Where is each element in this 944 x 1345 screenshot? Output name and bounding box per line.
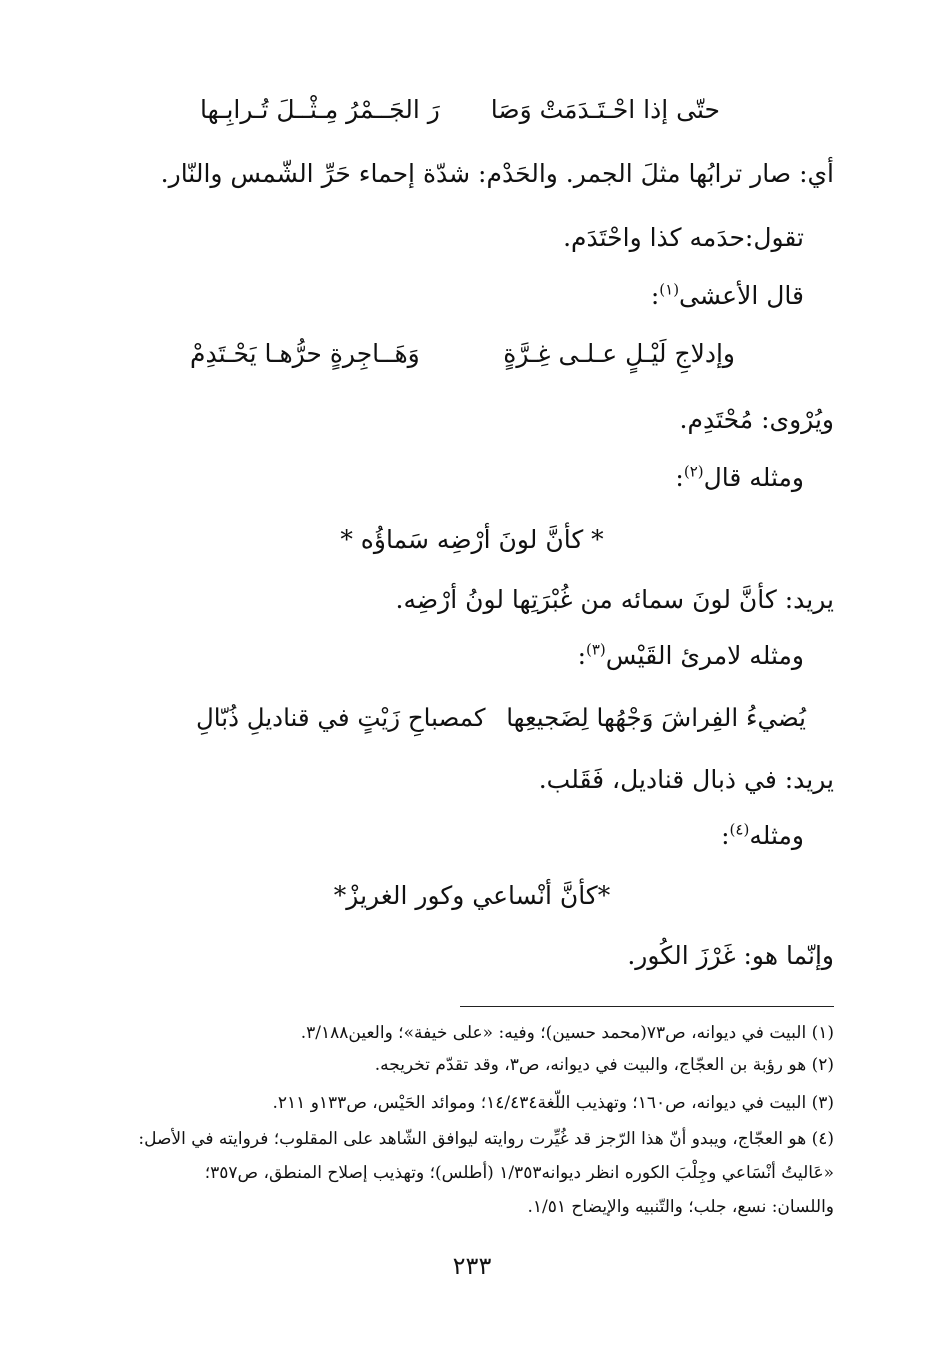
attribution-4 (721, 818, 804, 854)
footnote-ref-1: (١) (659, 280, 680, 299)
attribution-text: ومثله (749, 821, 804, 850)
attribution-imru-alqais (578, 638, 804, 674)
footnote-ref-3: (٣) (586, 640, 606, 659)
footnote-separator (460, 1006, 834, 1007)
verse-1-second-hemistich: رَ الجَــمْرُ مِـثْــلَ تُـرابِـها (200, 95, 440, 124)
verse-2-second-hemistich: وَهَــاجِرةٍ حرُّهـا يَحْـتَدِمْ (190, 339, 420, 368)
verse-4 (196, 700, 806, 740)
footnote-1: (١) البيت في ديوانه، ص٧٣(محمد حسين)؛ وفيه: «على خيفة»؛ والعين٣/١٨٨. (300, 1023, 834, 1043)
verse-2 (190, 336, 735, 376)
verse-2-first-hemistich: وإدلاجِ لَيْـلٍ عـلـى غِـرَّةٍ (503, 339, 735, 368)
attribution-text: قال الأعشى (679, 281, 804, 310)
footnote-3: (٣) البيت في ديوانه، ص١٦٠؛ وتهذيب اللّغة١٤/٤٣٤؛ وموائد الحَيْس، ص١٣٣و ٢١١. (272, 1093, 834, 1113)
footnote-ref-4: (٤) (729, 820, 750, 839)
verse-1 (200, 92, 720, 132)
attribution-colon: : (721, 821, 730, 850)
paragraph-explanation-2: تقول:حدَمه كذا واحْتَدَم. (563, 223, 804, 252)
footnote-ref-2: (٢) (683, 462, 704, 481)
verse-4-second-hemistich: كمصباحِ زَيْتٍ في قناديلِ ذُبّالِ (196, 703, 486, 732)
verse-4-first-hemistich: يُضيءُ الفِراشَ وَجْهُها لِضَجيعِها (506, 703, 806, 732)
page-number: ٢٣٣ (452, 1252, 492, 1280)
paragraph-explanation-4: يريد: في ذبال قناديل، فَقَلب. (538, 765, 834, 794)
verse-1-first-hemistich: حتّى إذا احْـتَـدَمَتْ وَصَا (490, 95, 720, 124)
attribution-colon: : (675, 463, 684, 492)
footnote-4-line-1: (٤) هو العجّاج، ويبدو أنّ هذا الرّجز قد غُيِّرت روايته ليوافق الشّاهد على المقلوب؛ فروايته في الأصل: (138, 1129, 834, 1149)
verse-3: * كأنَّ لونَ أرْضِه سَماؤُه * (340, 525, 604, 554)
verse-5: *كأنَّ أنْساعي وكور الغريزْ* (333, 881, 611, 910)
attribution-2 (675, 460, 804, 496)
footnote-4-line-3: واللسان: نسع، جلب؛ والتّنبيه والإيضاح ١/٥١. (527, 1197, 834, 1217)
attribution-alasha (651, 278, 804, 314)
footnote-2: (٢) هو رؤبة بن العجّاج، والبيت في ديوانه، ص٣، وقد تقدّم تخريجه. (374, 1055, 834, 1075)
attribution-colon: : (650, 281, 660, 310)
attribution-text: ومثله لامرئ القَيْس (605, 641, 804, 670)
paragraph-explanation-3: يريد: كأنَّ لونَ سمائه من غُبْرَتِها لونُ أرْضِه. (395, 585, 834, 614)
variant-reading: ويُرْوى: مُحْتَدِم. (679, 405, 834, 434)
paragraph-explanation-1: أي: صار ترابُها مثلَ الجمر. والحَدْم: شدّة إحماء حَرِّ الشّمس والنّار. (160, 159, 834, 188)
attribution-text: ومثله قال (703, 463, 804, 492)
paragraph-explanation-5: وإنّما هو: غَرْزَ الكُور. (627, 941, 834, 970)
attribution-colon: : (577, 641, 586, 670)
footnote-4-line-2: «عَاليتُ أنْسَاعي وجِلْبَ الكوره انظر ديوانه١/٣٥٣ (أطلس)؛ وتهذيب إصلاح المنطق، ص٣٥٧؛ (204, 1163, 834, 1183)
